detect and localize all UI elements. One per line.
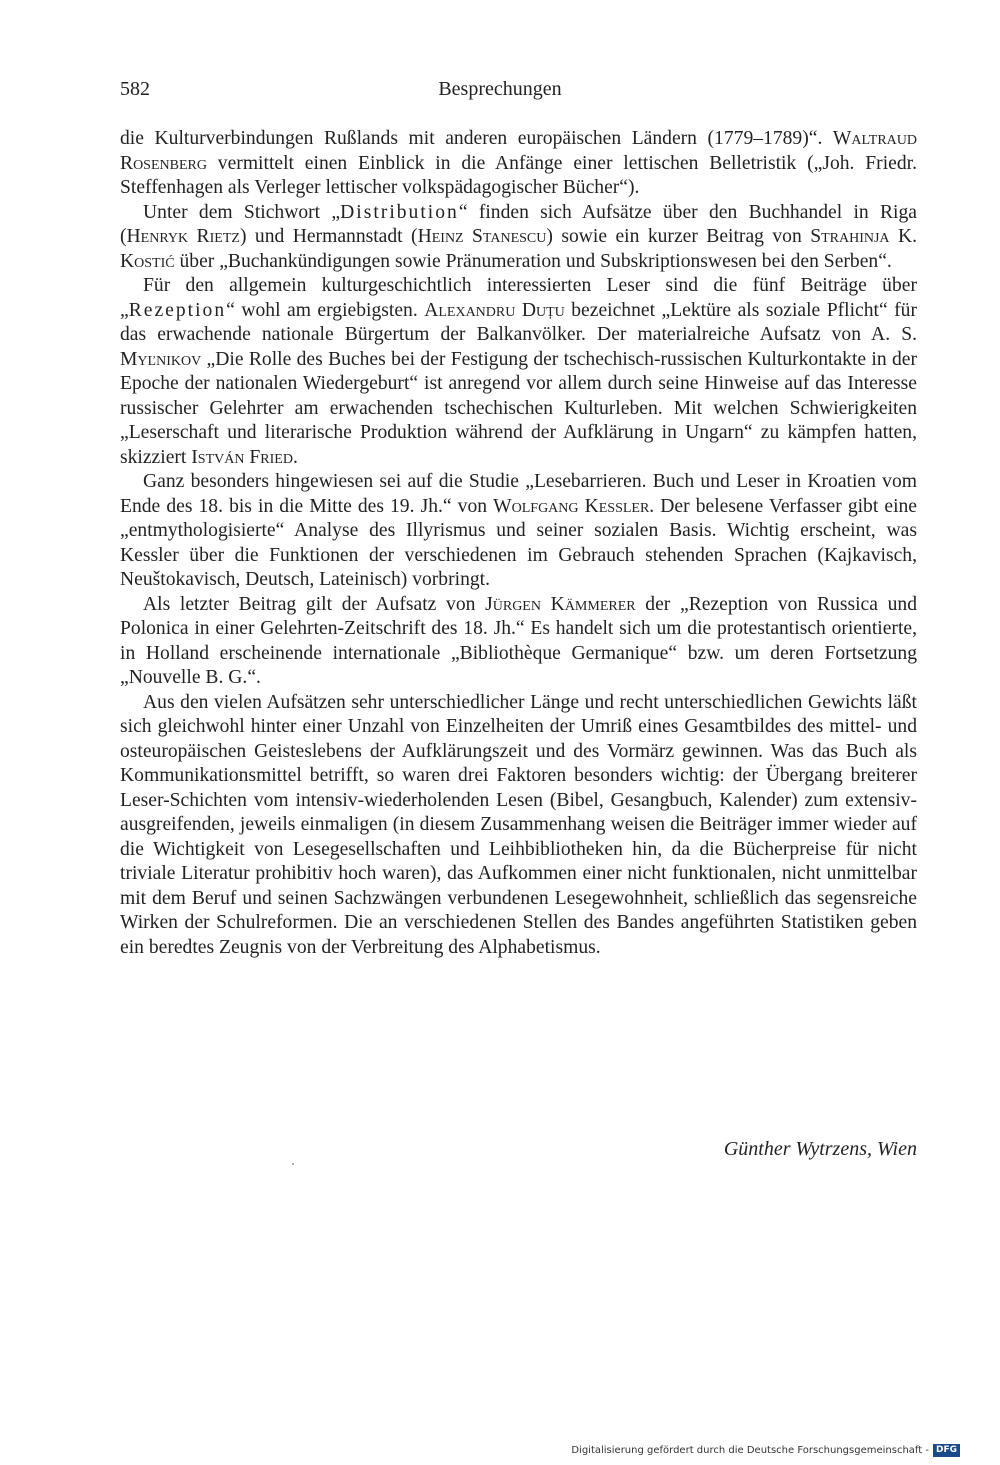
paragraph	[120, 127, 917, 201]
text-run: bezeichnet „Lektüre als soziale Pflicht“ für das erwachende nationale Bürgertum der Balkanvölker. Der materialreiche Aufsatz von A. S.	[120, 299, 918, 345]
spaced-keyword: Distribution	[340, 201, 459, 223]
text-run: Für den allgemein kulturgeschichtlich interessierten Leser sind die fünf Beiträge über „	[120, 275, 917, 321]
paragraph	[120, 593, 917, 691]
paragraph	[120, 201, 917, 275]
text-run: Unter dem Stichwort „	[143, 201, 341, 223]
text-run: Als letzter Beitrag gilt der Aufsatz von	[143, 593, 486, 615]
page-number: 582	[120, 78, 150, 100]
running-head: Besprechungen	[438, 78, 562, 100]
text-run: über „Buchankündigungen sowie Pränumeration und Subskriptionswesen bei den Serben“.	[174, 250, 892, 272]
author-name: Alexandru Duțu	[424, 299, 565, 321]
dfg-logo: DFG	[933, 1444, 960, 1457]
author-name: Waltraud Rosenberg	[120, 128, 917, 174]
author-name: Henryk Rietz	[126, 226, 240, 247]
author-name: Jürgen Kämmerer	[485, 593, 636, 615]
text-run: ) und Hermannstadt (	[239, 226, 418, 247]
paragraph	[120, 274, 917, 470]
text-run: “ wohl am ergiebigsten.	[226, 299, 425, 321]
text-run: „Die Rolle des Buches bei der Festigung der tschechisch-russischen Kulturkontakte in der Epoche der nationalen Wiedergeburt“ ist anregend vor allem durch seine Hinweise auf das Interesse russischer Gelehrter am erwachenden tschechischen Kulturleben. Mit welchen Schwierigkeiten „Leserschaft und literarische Produktion während der Aufklärung in Ungarn“ zu kämpfen hatten, skizziert	[120, 348, 917, 468]
scan-speck	[292, 1163, 294, 1165]
text-run: der „Rezeption von Russica und Polonica in einer Gelehrten-Zeitschrift des 18. Jh.“ Es handelt sich um die protestantisch orientierte, in Holland erscheinende internationale „Bibliothèque Germanique“ bzw. um deren Fortsetzung „Nouvelle B. G.“.	[120, 593, 917, 688]
text-run: Aus den vielen Aufsätzen sehr unterschiedlicher Länge und recht unterschiedlichen Gewichts läßt sich gleichwohl hinter einer Unzahl von Einzelheiten der Umriß eines Gesamtbildes des mittel- und osteuropäischen Geisteslebens der Aufklärungszeit und des Vormärz gewinnen. Was das Buch als Kommunikationsmittel betrifft, so waren drei Faktoren besonders wichtig: der Übergang breiterer Leser-Schichten vom intensiv-wiederholenden Lesen (Bibel, Gesangbuch, Kalender) zum extensiv-ausgreifenden, jeweils einmaligen (in diesem Zusammenhang weisen die Beiträger immer wieder auf die Wichtigkeit von Lesegesellschaften und Leihbibliotheken hin, da die Bücherpreise für nicht triviale Literatur prohibitiv hoch waren), das Aufkommen einer nicht funktionalen, nicht unmittelbar mit dem Beruf und seinen Sachzwängen verbundenen Lesegewohnheit, schließlich das segensreiche Wirken der Schulreformen. Die an verschiedenen Stellen des Bandes angeführten Statistiken geben ein beredtes Zeugnis von der Verbreitung des Alphabetismus.	[120, 691, 917, 958]
text-run: vermittelt einen Einblick in die Anfänge einer lettischen Belletristik („Joh. Friedr. Steffenhagen als Verleger lettischer volkspädagogischer Bücher“).	[120, 152, 917, 198]
text-run: ) sowie ein kurzer Beitrag von	[546, 226, 811, 247]
footer-credit	[571, 1444, 960, 1457]
author-name: Heinz Stanescu	[417, 226, 547, 247]
author-name: Wolfgang Kessler	[493, 495, 650, 517]
text-run: Ganz besonders hingewiesen sei auf die Studie „Lesebarrieren. Buch und Leser in Kroatien vom Ende des 18. bis in die Mitte des 19. Jh.“ von	[120, 471, 917, 517]
paragraph	[120, 470, 917, 593]
text-run: . Der belesene Verfasser gibt eine „entmythologisierte“ Analyse des Illyrismus und seiner sozialen Basis. Wichtig erscheint, was Kessler über die Funktionen der verschiedenen im Gebrauch stehenden Sprachen (Kajkavisch, Neuštokavisch, Deutsch, Lateinisch) vorbringt.	[120, 495, 918, 590]
spaced-keyword: Rezeption	[128, 299, 227, 321]
author-name: Myľnikov	[120, 348, 202, 370]
footer-text: Digitalisierung gefördert durch die Deutsche Forschungsgemeinschaft -	[571, 1445, 929, 1456]
text-run: “ finden sich Aufsätze über den Buchhandel in Riga (	[120, 201, 917, 247]
author-name: Strahinja K. Kostić	[120, 226, 917, 272]
text-run: .	[292, 446, 298, 468]
author-signature: Günther Wytrzens, Wien	[723, 1138, 917, 1160]
text-run: die Kulturverbindungen Rußlands mit anderen europäischen Ländern (1779–1789)“.	[120, 128, 833, 149]
article-body	[120, 127, 917, 960]
paragraph	[120, 691, 917, 961]
author-name: István Fried	[191, 446, 293, 468]
